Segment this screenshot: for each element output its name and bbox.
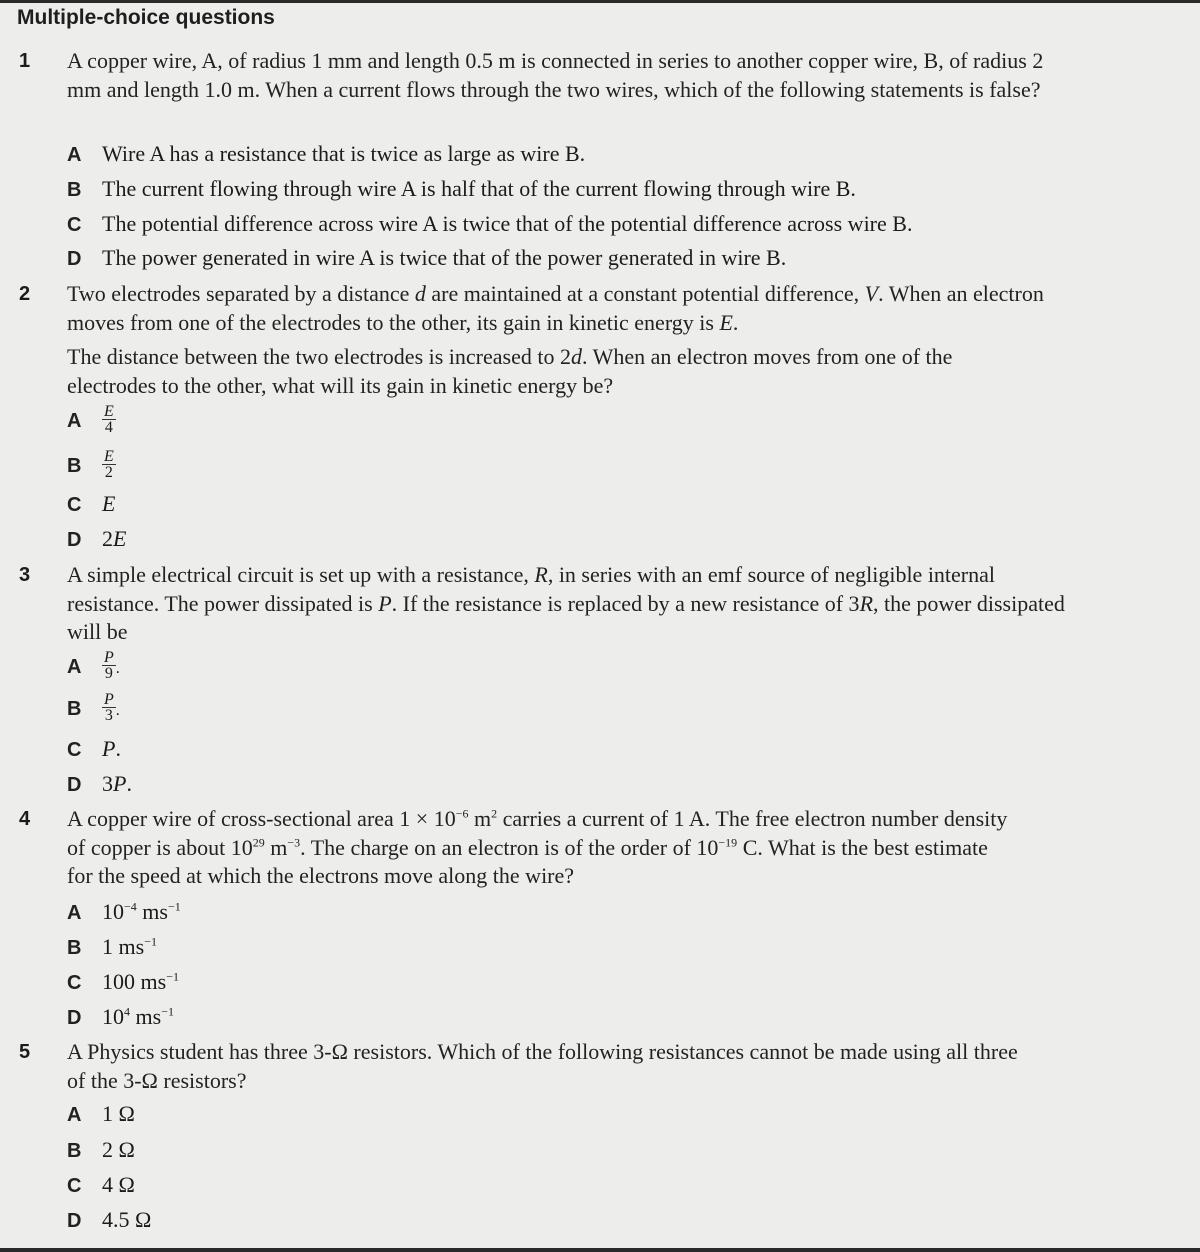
question-4-option-d[interactable] xyxy=(67,1003,174,1032)
variable-e: E xyxy=(719,309,733,335)
text-run: . When an electron moves from one of the electrodes to the other, what will its gain in kinetic energy be? xyxy=(67,344,953,398)
option-letter: D xyxy=(67,529,82,551)
question-5-option-d[interactable] xyxy=(67,1206,151,1235)
option-coefficient: 3 xyxy=(102,771,113,796)
option-base: 100 ms xyxy=(102,969,167,994)
variable-p: P xyxy=(378,590,392,616)
text-run: m xyxy=(264,834,288,860)
option-text: The current flowing through wire A is half that of the current flowing through wire B. xyxy=(102,176,856,201)
question-3-option-c[interactable] xyxy=(67,735,121,764)
option-text: The potential difference across wire A is twice that of the potential difference across wire B. xyxy=(102,211,913,236)
text-run: . The charge on an electron is of the order of 10 xyxy=(300,834,719,860)
question-2-stem-paragraph-2 xyxy=(67,343,1027,400)
option-letter: C xyxy=(67,739,82,761)
option-suffix: . xyxy=(115,702,120,719)
option-text: 2 Ω xyxy=(102,1137,135,1162)
option-text: 4 Ω xyxy=(102,1172,135,1197)
question-3-option-b[interactable] xyxy=(67,691,120,725)
question-1-option-a[interactable] xyxy=(67,140,585,169)
fraction-numerator: E xyxy=(104,403,114,421)
text-run: A simple electrical circuit is set up with a resistance, xyxy=(67,562,535,587)
question-1-stem: A copper wire, A, of radius 1 mm and length 0.5 m is connected in series to another copper wire, B, of radius 2 mm and length 1.0 m. When a current flows through the two wires, which of the following statements is false? xyxy=(67,48,1044,102)
fraction-numerator: P xyxy=(104,649,114,667)
text-run: m xyxy=(468,806,492,831)
question-4-number: 4 xyxy=(19,808,31,830)
fraction-denominator: 2 xyxy=(104,464,113,482)
option-text: E xyxy=(102,491,116,516)
question-5-option-b[interactable] xyxy=(67,1136,135,1165)
text-run: C. What is the best estimate for the speed at which the electrons move along the wire? xyxy=(67,834,988,888)
text-run: The distance between the two electrodes is increased to 2 xyxy=(67,344,571,369)
option-letter: A xyxy=(67,656,82,678)
option-letter: B xyxy=(67,698,82,720)
question-1-option-c[interactable] xyxy=(67,210,912,239)
option-unit: ms xyxy=(130,1004,162,1029)
question-3-number: 3 xyxy=(19,564,31,586)
text-run: A copper wire of cross-sectional area 1 × 10 xyxy=(67,806,456,831)
option-base: 10 xyxy=(102,1004,124,1029)
variable-r: R xyxy=(859,590,874,616)
option-suffix: . xyxy=(126,771,132,796)
top-border xyxy=(0,0,1200,3)
option-letter: D xyxy=(67,1007,82,1029)
question-4-option-c[interactable] xyxy=(67,968,179,997)
question-1-number: 1 xyxy=(19,50,31,72)
option-coefficient: 2 xyxy=(102,526,113,551)
question-1-option-b[interactable] xyxy=(67,175,856,204)
exponent: −1 xyxy=(166,969,179,984)
question-4-option-a[interactable] xyxy=(67,898,181,927)
option-base: 1 ms xyxy=(102,934,145,959)
question-2-option-c[interactable] xyxy=(67,490,115,519)
fraction xyxy=(102,650,116,681)
option-unit: ms xyxy=(136,899,168,924)
question-4-option-b[interactable] xyxy=(67,933,157,962)
option-base: 10 xyxy=(102,899,124,924)
fraction xyxy=(102,692,116,723)
question-5-option-a[interactable] xyxy=(67,1100,135,1129)
option-letter: D xyxy=(67,1210,82,1232)
fraction-denominator: 3 xyxy=(104,707,113,725)
option-letter: C xyxy=(67,972,82,994)
fraction-denominator: 9 xyxy=(104,665,113,683)
question-5-stem: A Physics student has three 3-Ω resistors. Which of the following resistances cannot be made using all three of the 3-Ω resistors? xyxy=(67,1039,1018,1093)
option-letter: C xyxy=(67,214,82,236)
text-run: , in series with an emf source of negligible internal resistance. The power dissipated is xyxy=(67,562,996,616)
fraction xyxy=(102,449,116,480)
fraction-denominator: 4 xyxy=(104,419,113,437)
variable-d: d xyxy=(414,281,426,306)
variable-v: V xyxy=(864,281,879,306)
question-2-option-b[interactable] xyxy=(67,448,116,482)
option-letter: B xyxy=(67,1140,82,1162)
text-run: Two electrodes separated by a distance xyxy=(67,281,415,306)
exponent: 29 xyxy=(252,835,265,850)
option-variable: E xyxy=(113,526,127,551)
option-text: The power generated in wire A is twice that of the power generated in wire B. xyxy=(102,245,787,270)
question-3-option-d[interactable] xyxy=(67,770,132,799)
option-letter: D xyxy=(67,774,82,796)
question-5-number: 5 xyxy=(19,1041,31,1063)
exponent: −1 xyxy=(167,899,181,914)
option-letter: B xyxy=(67,937,82,959)
question-3-option-a[interactable] xyxy=(67,649,120,683)
variable-r: R xyxy=(534,562,548,587)
exponent: −4 xyxy=(124,899,137,914)
exponent: −6 xyxy=(455,806,469,821)
option-letter: C xyxy=(67,1175,82,1197)
option-letter: A xyxy=(67,410,82,432)
option-letter: D xyxy=(67,248,82,270)
fraction-numerator: P xyxy=(104,691,114,709)
option-text: 1 Ω xyxy=(102,1101,135,1126)
text-run: carries a current of 1 A. The free electron number density of copper is about 10 xyxy=(67,806,1008,860)
exponent: 2 xyxy=(491,806,498,821)
option-variable: P xyxy=(113,771,127,796)
text-run: are maintained at a constant potential difference, xyxy=(425,281,865,306)
question-2-stem-paragraph-1 xyxy=(67,280,1057,337)
option-text: Wire A has a resistance that is twice as large as wire B. xyxy=(102,141,586,166)
question-4-stem xyxy=(67,805,1017,891)
variable-d: d xyxy=(570,344,582,369)
question-2-option-a[interactable] xyxy=(67,403,116,437)
option-letter: B xyxy=(67,455,82,477)
text-run: . If the resistance is replaced by a new resistance of 3 xyxy=(391,590,860,616)
exponent: −1 xyxy=(144,934,157,949)
question-2-number: 2 xyxy=(19,283,31,305)
option-suffix: . xyxy=(115,660,120,677)
section-heading: Multiple-choice questions xyxy=(17,6,275,29)
question-5-option-c[interactable] xyxy=(67,1171,135,1200)
exponent: 4 xyxy=(124,1004,130,1019)
fraction-numerator: E xyxy=(104,448,114,466)
question-2-option-d[interactable] xyxy=(67,525,126,554)
text-run: . xyxy=(732,309,739,335)
option-variable: P xyxy=(102,736,116,761)
option-letter: A xyxy=(67,1104,82,1126)
question-3-stem xyxy=(67,561,1077,647)
text-run: , the power dissipated will be xyxy=(67,590,1065,644)
exponent: −19 xyxy=(718,835,738,850)
fraction xyxy=(102,404,116,435)
bottom-border xyxy=(0,1248,1200,1252)
option-text: 4.5 Ω xyxy=(102,1207,152,1232)
exponent: −1 xyxy=(161,1004,174,1019)
option-letter: A xyxy=(67,902,82,924)
option-letter: A xyxy=(67,144,82,166)
option-suffix: . xyxy=(115,736,121,761)
text-run: . When an electron moves from one of the electrodes to the other, its gain in kinetic energy is xyxy=(67,281,1044,335)
option-letter: C xyxy=(67,494,82,516)
option-letter: B xyxy=(67,179,82,201)
exponent: −3 xyxy=(287,835,301,850)
question-1-option-d[interactable] xyxy=(67,244,786,273)
